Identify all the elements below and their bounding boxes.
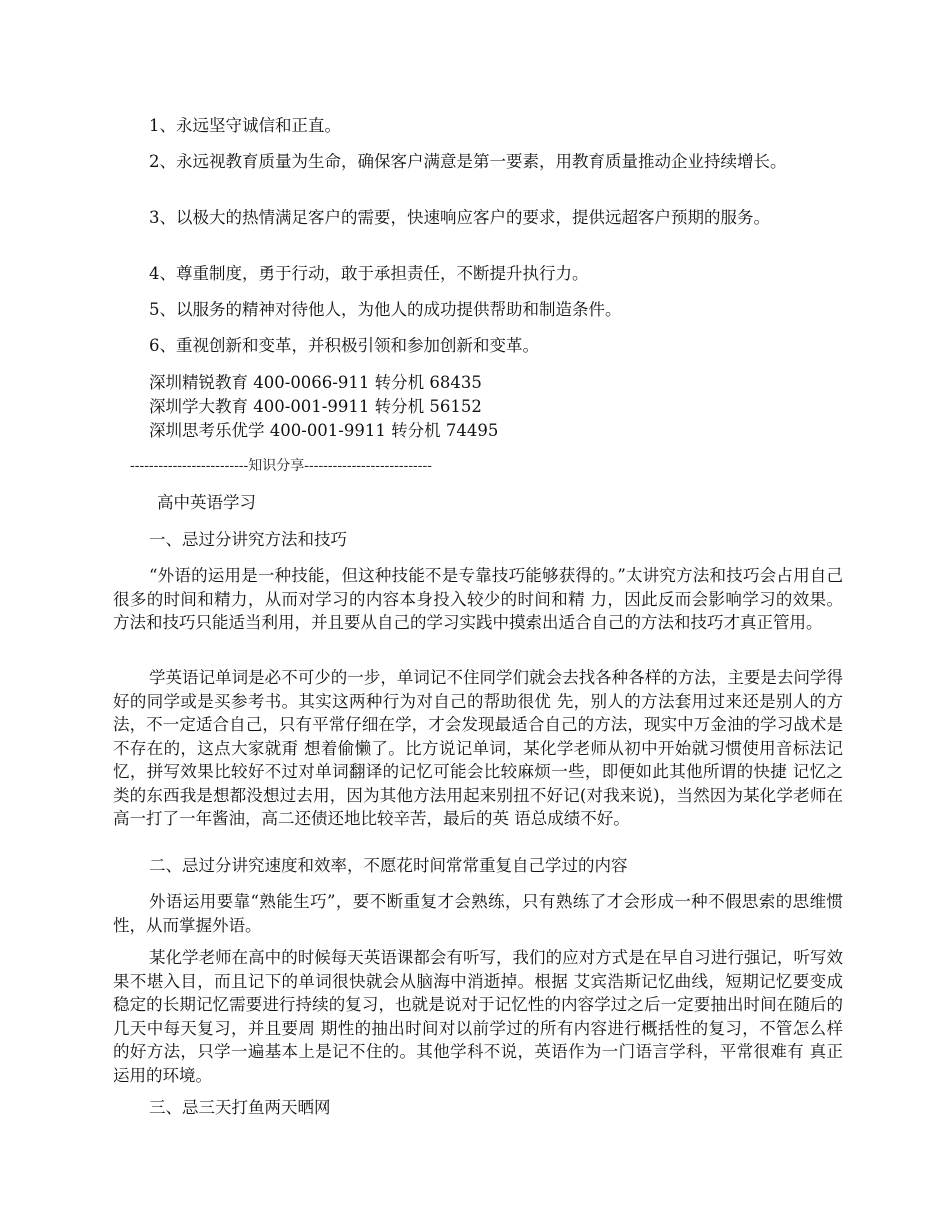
article-paragraph: 学英语记单词是必不可少的一步，单词记不住同学们就会去找各种各样的方法，主要是去问学得好的同学或是买参考书。其实这两种行为对自己的帮助很优 先，别人的方法套用过来还是别人的方法，不一定适合自己，只有平常仔细在学，才会发现最适合自己的方法，现实中万金油的学习战术是不存在的，这点大家就甭 想着偷懒了。比方说记单词，某化学老师从初中开始就习惯使用音标法记忆，拼写效果比较好不过对单词翻译的记忆可能会比较麻烦一些，即便如此其他所谓的快捷 记忆之类的东西我是想都没想过去用，因为其他方法用起来别扭不好记(对我来说)，当然因为某化学老师在高一打了一年酱油，高二还债还地比较辛苦，最后的英 语总成绩不好。 [113,668,843,828]
contact-line-sikaole: 深圳思考乐优学 400-001-9911 转分机 74495 [149,421,499,440]
article-paragraph: “外语的运用是一种技能，但这种技能不是专靠技巧能够获得的。”太讲究方法和技巧会占用自己很多的时间和精力，从而对学习的内容本身投入较少的时间和精 力，因此反而会影响学习的效果。方法和技巧只能适当利用，并且要从自己的学习实践中摸索出适合自己的方法和技巧才真正管用。 [113,566,843,632]
contact-line-xueda: 深圳学大教育 400-001-9911 转分机 56152 [149,397,482,416]
value-item-1: 1、永远坚守诚信和正直。 [149,116,341,135]
contact-line-jingrui: 深圳精锐教育 400-0066-911 转分机 68435 [149,373,482,392]
knowledge-share-divider: -------------------------知识分享--------------------------- [130,458,432,474]
section-heading-2: 二、忌过分讲究速度和效率，不愿花时间常常重复自己学过的内容 [149,856,628,875]
value-item-5: 5、以服务的精神对待他人，为他人的成功提供帮助和制造条件。 [149,300,622,319]
section-heading-1: 一、忌过分讲究方法和技巧 [149,530,347,549]
section-heading-3: 三、忌三天打鱼两天晒网 [149,1098,331,1117]
value-item-3: 3、以极大的热情满足客户的需要，快速响应客户的要求，提供远超客户预期的服务。 [149,208,770,227]
value-item-6: 6、重视创新和变革，并积极引领和参加创新和变革。 [149,336,539,355]
value-item-4: 4、尊重制度，勇于行动，敢于承担责任，不断提升执行力。 [149,264,589,283]
value-item-2: 2、永远视教育质量为生命，确保客户满意是第一要素，用教育质量推动企业持续增长。 [149,152,787,171]
article-title: 高中英语学习 [157,493,256,512]
article-paragraph: 某化学老师在高中的时候每天英语课都会有听写，我们的应对方式是在早自习进行强记，听写效果不堪入目，而且记下的单词很快就会从脑海中消逝掉。根据 艾宾浩斯记忆曲线，短期记忆要变成稳定的长期记忆需要进行持续的复习，也就是说对于记忆性的内容学过之后一定要抽出时间在随后的几天中每天复习，并且要周 期性的抽出时间对以前学过的所有内容进行概括性的复习，不管怎么样的好方法，只学一遍基本上是记不住的。其他学科不说，英语作为一门语言学科，平常很难有 真正运用的环境。 [113,948,843,1085]
article-paragraph: 外语运用要靠“熟能生巧”，要不断重复才会熟练，只有熟练了才会形成一种不假思索的思维惯性，从而掌握外语。 [113,892,843,935]
